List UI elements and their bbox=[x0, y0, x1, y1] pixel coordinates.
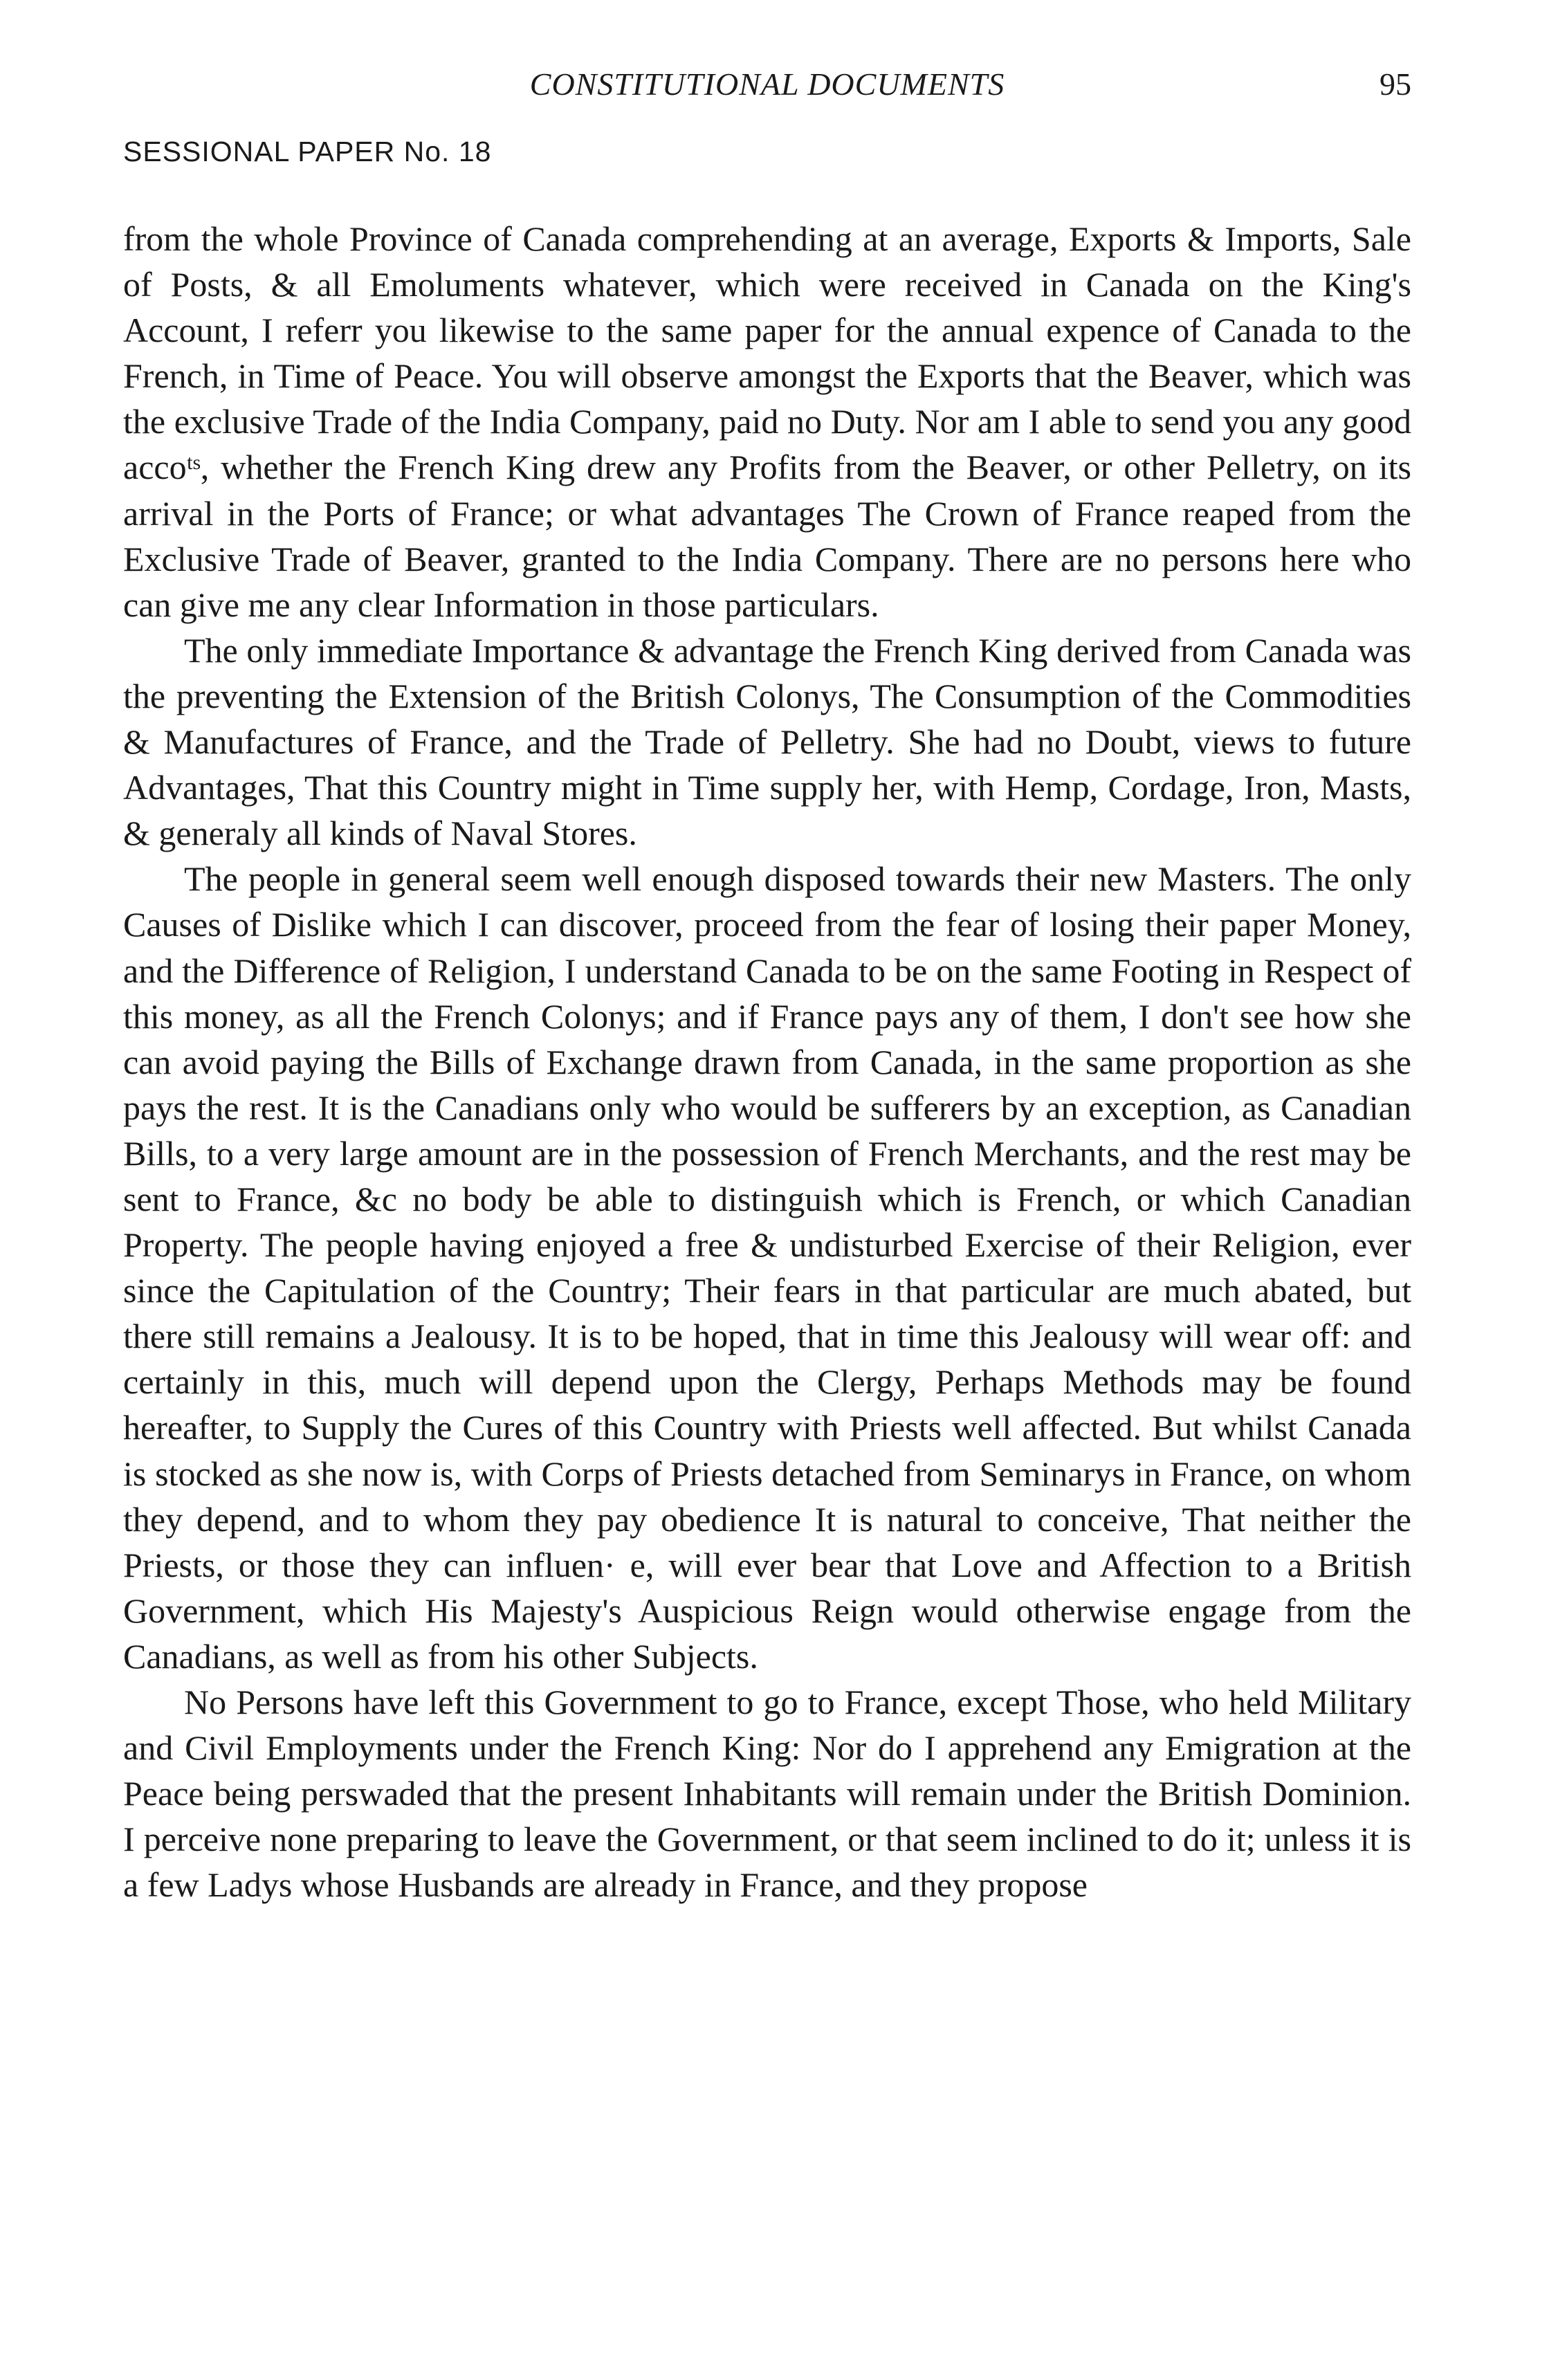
paragraph-1: from the whole Province of Canada comprehending at an average, Exports & Imports, Sale of Posts, & all Emoluments whatever, which were received in Canada on the King's Account, I referr you likewise to the same paper for the annual expence of Canada to the French, in Time of Peace. You will observe amongst the Exports that the Beaver, which was the exclusive Trade of the India Company, paid no Duty. Nor am I able to send you any good accoᵗˢ, whether the French King drew any Profits from the Beaver, or other Pelletry, on its arrival in the Ports of France; or what advantages The Crown of France reaped from the Exclusive Trade of Beaver, granted to the India Company. There are no persons here who can give me any clear Information in those particulars. bbox=[123, 219, 1411, 624]
running-head bbox=[123, 66, 1411, 107]
paragraph-3: The people in general seem well enough disposed towards their new Masters. The only Causes of Dislike which I can discover, proceed from the fear of losing their paper Money, and the Difference of Religion, I understand Canada to be on the same Footing in Respect of this money, as all the French Colonys; and if France pays any of them, I don't see how she can avoid paying the Bills of Exchange drawn from Canada, in the same proportion as she pays the rest. It is the Canadians only who would be sufferers by an exception, as Canadian Bills, to a very large amount are in the possession of French Merchants, and the rest may be sent to France, &c no body be able to distinguish which is French, or which Canadian Property. The people having enjoyed a free & undisturbed Exercise of their Religion, ever since the Capitulation of the Country; Their fears in that particular are much abated, but there still remains a Jealousy. It is to be hoped, that in time this Jealousy will wear off: and certainly in this, much will depend upon the Clergy, Perhaps Methods may be found hereafter, to Supply the Cures of this Country with Priests well affected. But whilst Canada is stocked as she now is, with Corps of Priests detached from Seminarys in France, on whom they depend, and to whom they pay obedience It is natural to conceive, That neither the Priests, or those they can influen· e, will ever bear that Love and Affection to a British Government, which His Majesty's Auspicious Reign would otherwise engage from the Canadians, as well as from his other Subjects. bbox=[123, 859, 1411, 1676]
page-number: 95 bbox=[1380, 66, 1411, 102]
running-title: CONSTITUTIONAL DOCUMENTS bbox=[529, 66, 1005, 102]
sessional-paper-label: SESSIONAL PAPER No. 18 bbox=[123, 136, 492, 167]
paragraph-2: The only immediate Importance & advantage the French King derived from Canada was the preventing the Extension of the British Colonys, The Consumption of the Commodities & Manufactures of France, and the Trade of Pelletry. She had no Doubt, views to future Advantages, That this Country might in Time supply her, with Hemp, Cordage, Iron, Masts, & generaly all kinds of Naval Stores. bbox=[123, 630, 1411, 853]
body-text bbox=[123, 216, 1411, 1907]
paragraph-4: No Persons have left this Government to go to France, except Those, who held Military and Civil Employments under the French King: Nor do I apprehend any Emigration at the Peace being perswaded that the present Inhabitants will remain under the British Dominion. I perceive none preparing to leave the Government, or that seem inclined to do it; unless it is a few Ladys whose Husbands are already in France, and they propose bbox=[123, 1683, 1411, 1905]
